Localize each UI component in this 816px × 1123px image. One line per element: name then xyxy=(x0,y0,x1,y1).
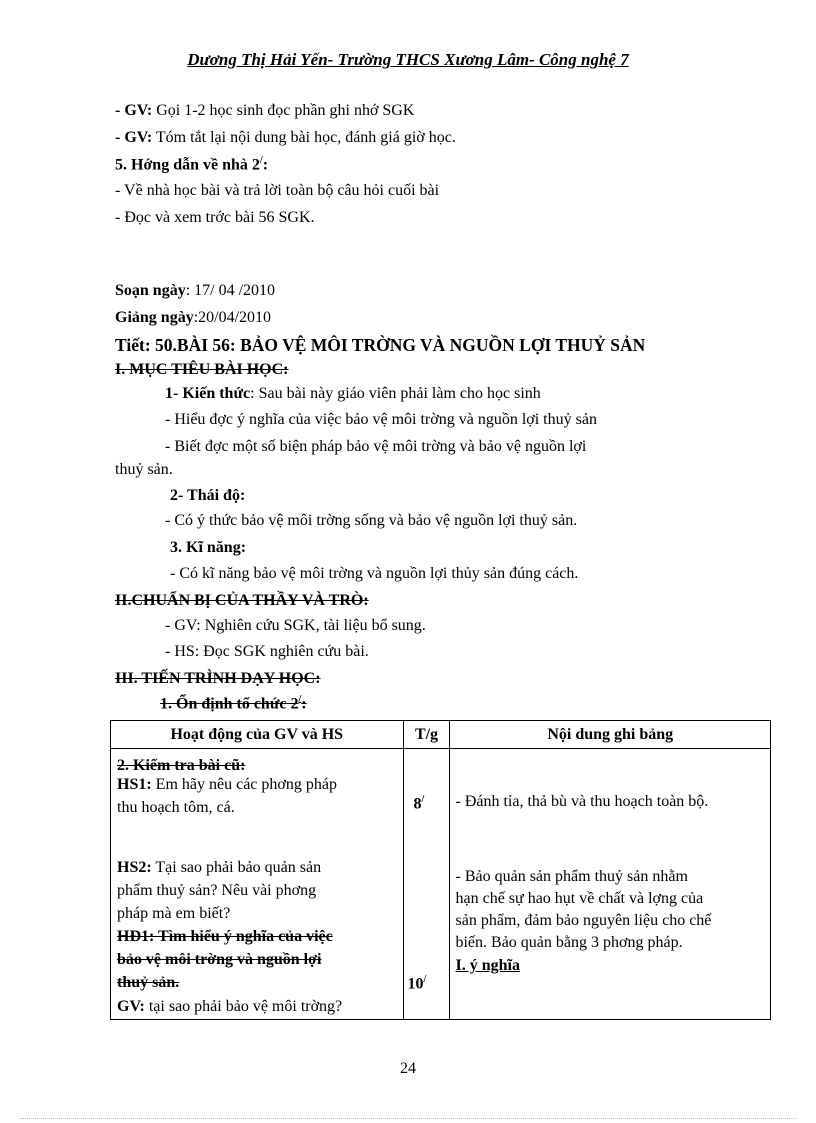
hs2-question: Tại sao phải bảo quản sản xyxy=(151,859,322,876)
soan-label: Soạn ngày xyxy=(115,282,186,299)
objectives-heading: I. MỤC TIÊU BÀI HỌC: xyxy=(115,361,289,378)
colon: : xyxy=(301,695,307,713)
giang-value: :20/04/2010 xyxy=(193,309,272,326)
answer-2-line-4: biến. Bảo quản bằng 3 phơng pháp. xyxy=(455,934,683,951)
lesson-table xyxy=(110,720,771,1020)
hs1-label: HS1: xyxy=(117,776,152,793)
soan-value: : 17/ 04 /2010 xyxy=(185,282,276,299)
step-1 xyxy=(160,694,307,713)
lesson-title: BÀI 56: BẢO VỆ MÔI TRỜNG VÀ NGUỒN LỢI THUỶ SẢN xyxy=(176,335,646,355)
col-content-header: Nội dung ghi bảng xyxy=(450,721,771,749)
time-cell xyxy=(403,749,450,1020)
time-value: 10 xyxy=(407,975,424,993)
answer-1: - Đánh tỉa, thả bù và thu hoạch toàn bộ. xyxy=(455,793,709,810)
hs2-line-2: phẩm thuỷ sản? Nêu vài phơng xyxy=(117,882,317,899)
hs2-line-3: pháp mà em biết? xyxy=(117,905,231,922)
knowledge-text: : Sau bài này giáo viên phải làm cho học sinh xyxy=(250,385,541,402)
knowledge-item-2-cont: thuỷ sản. xyxy=(115,461,173,478)
attitude-item: - Có ý thức bảo vệ môi trờng sống và bảo vệ nguồn lợi thuỷ sản. xyxy=(165,512,578,529)
tiet-label: Tiết: 50. xyxy=(115,335,177,355)
page-border-dots xyxy=(20,1118,796,1119)
attitude-heading: 2- Thái độ: xyxy=(170,487,246,504)
gv-instruction-1 xyxy=(115,102,414,120)
time-10 xyxy=(408,969,427,995)
gv-text: Gọi 1-2 học sinh đọc phần ghi nhớ SGK xyxy=(152,102,415,119)
knowledge-line xyxy=(165,385,541,403)
homework-1: - Về nhà học bài và trả lời toàn bộ câu hỏi cuối bài xyxy=(115,182,440,199)
minute-mark: / xyxy=(298,694,302,705)
knowledge-item-1: - Hiểu đợc ý nghĩa của việc bảo vệ môi trờng và nguồn lợi thuỷ sản xyxy=(165,411,597,428)
hs1-question: Em hãy nêu các phơng pháp xyxy=(151,776,337,793)
hs1-line-2: thu hoạch tôm, cá. xyxy=(117,799,235,816)
answer-2-line-2: hạn chế sự hao hụt về chất và lợng của xyxy=(455,890,704,907)
skills-item: - Có kĩ năng bảo vệ môi trờng và nguồn lợi thủy sản đúng cách. xyxy=(170,565,579,582)
gv-label: - GV: xyxy=(115,102,153,119)
section-5-text: 5. Hớng dẫn về nhà 2 xyxy=(115,156,260,174)
knowledge-label: 1- Kiến thức xyxy=(165,385,251,402)
col-activities-header: Hoạt động của GV và HS xyxy=(111,721,404,749)
answer-2-line-1: - Bảo quản sản phẩm thuỷ sản nhằm xyxy=(455,868,688,885)
page-number: 24 xyxy=(400,1060,416,1077)
gv-question-text: tại sao phải bảo vệ môi trờng? xyxy=(144,998,343,1015)
answer-2-line-3: sản phẩm, đảm bảo nguyên liệu cho chế xyxy=(455,912,712,929)
hd1-line-3: thuỷ sản. xyxy=(117,974,180,991)
col-time-header: T/g xyxy=(403,721,450,749)
prep-heading: II.CHUẨN BỊ CỦA THẦY VÀ TRÒ: xyxy=(115,592,369,609)
gv-label: - GV: xyxy=(115,129,153,146)
prep-gv: - GV: Nghiên cứu SGK, tài liệu bổ sung. xyxy=(165,617,426,634)
gv-label: GV: xyxy=(117,998,145,1015)
homework-2: - Đọc và xem trớc bài 56 SGK. xyxy=(115,209,315,226)
process-heading: III. TIẾN TRÌNH DẠY HỌC: xyxy=(115,670,321,687)
gv-instruction-2 xyxy=(115,129,456,147)
gv-text: Tóm tắt lại nội dung bài học, đánh giá giờ học. xyxy=(152,129,456,146)
step-1-text: 1. Ổn định tổ chức 2 xyxy=(160,695,299,713)
minute-mark: / xyxy=(421,794,425,805)
check-heading: 2. Kiểm tra bài cũ: xyxy=(117,757,246,774)
hd1-line-2: bảo vệ môi trờng và nguồn lợi xyxy=(117,951,322,968)
table-row xyxy=(111,749,771,1020)
hs2-line-1 xyxy=(117,857,321,879)
skills-heading: 3. Kĩ năng: xyxy=(170,539,247,556)
knowledge-item-2: - Biết đợc một số biện pháp bảo vệ môi trờng và bảo vệ nguồn lợi xyxy=(165,438,587,455)
giang-label: Giảng ngày xyxy=(115,309,194,326)
activities-cell xyxy=(111,749,404,1020)
time-8 xyxy=(414,789,425,815)
section-5-heading xyxy=(115,155,268,174)
hs2-label: HS2: xyxy=(117,859,152,876)
content-cell xyxy=(450,749,771,1020)
hs1-line-1 xyxy=(117,774,337,796)
giang-ngay xyxy=(115,309,271,327)
section-i-heading: I. ý nghĩa xyxy=(455,957,520,974)
colon: : xyxy=(262,156,269,174)
minute-mark: / xyxy=(259,155,263,166)
time-value: 8 xyxy=(413,795,422,813)
gv-question xyxy=(117,996,342,1018)
page-header: Dương Thị Hải Yến- Trường THCS Xương Lâm- Công nghệ 7 xyxy=(187,50,629,69)
soan-ngay xyxy=(115,282,275,300)
lesson-title-line xyxy=(115,335,645,356)
table-header-row xyxy=(111,721,771,749)
hd1-line-1: HĐ1: Tìm hiểu ý nghĩa của việc xyxy=(117,928,333,945)
minute-mark: / xyxy=(423,974,427,985)
prep-hs: - HS: Đọc SGK nghiên cứu bài. xyxy=(165,643,369,660)
